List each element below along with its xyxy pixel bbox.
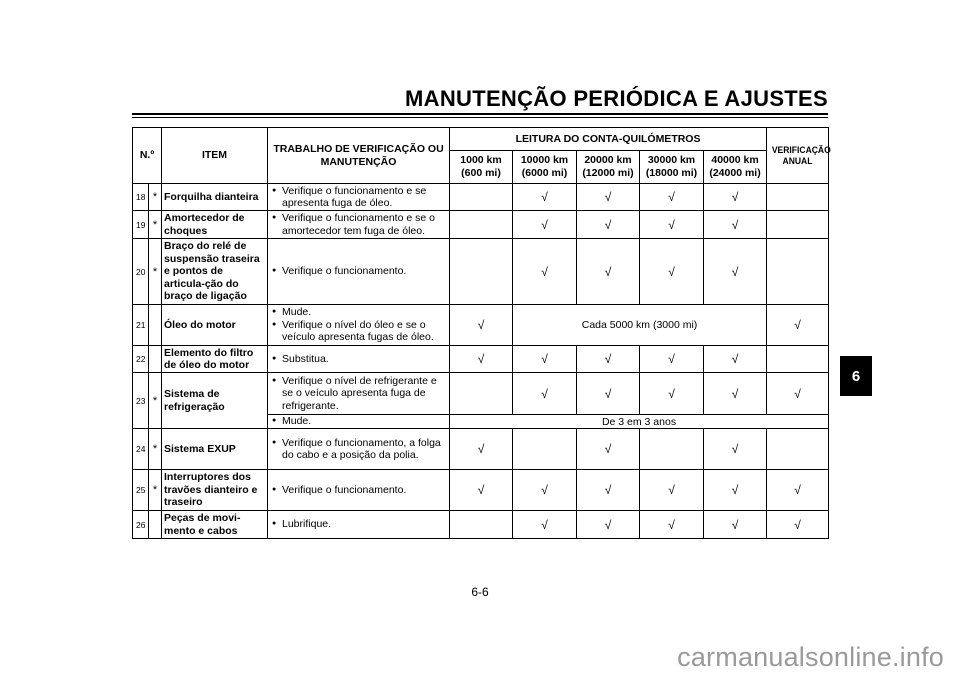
odo-mi: (12000 mi) — [582, 167, 634, 179]
row-asterisk: * — [149, 470, 162, 511]
maintenance-table — [132, 127, 829, 539]
row-number: 23 — [133, 373, 149, 429]
header-work: TRABALHO DE VERIFICAÇÃO OU MANUTENÇÃO — [268, 128, 450, 184]
watermark: carmanualsonline.info — [677, 642, 944, 672]
row-item: Sistema de refrigeração — [162, 373, 268, 429]
check-mark: √ — [513, 373, 577, 415]
table-row — [133, 511, 829, 539]
check-mark: √ — [577, 239, 640, 305]
check-mark: √ — [640, 511, 704, 539]
row-item: Braço do relé de suspensão traseira e pontos de articula-ção do braço de ligação — [162, 239, 268, 305]
work-step: ● Verifique o funcionamento, a folga do cabo e a posição da polia. — [282, 437, 447, 462]
table-row — [133, 470, 829, 511]
row-asterisk: * — [149, 429, 162, 470]
check-mark: √ — [513, 511, 577, 539]
work-step: ● Verifique o funcionamento. — [282, 484, 447, 497]
odo-km: 1000 km — [460, 154, 502, 166]
header-odometer: LEITURA DO CONTA-QUILÓMETROS — [450, 128, 767, 151]
title-rule-thin — [132, 117, 828, 118]
header-item: ITEM — [162, 128, 268, 184]
check-mark: √ — [513, 346, 577, 373]
row-number: 24 — [133, 429, 149, 470]
interval-note: De 3 em 3 anos — [450, 415, 829, 429]
section-tab: 6 — [840, 356, 872, 396]
page-number: 6-6 — [471, 585, 489, 599]
check-mark: √ — [704, 184, 767, 211]
header-annual-label: VERIFICAÇÃO ANUAL — [771, 144, 831, 167]
row-asterisk: * — [149, 239, 162, 305]
odo-mi: (18000 mi) — [645, 167, 698, 179]
row-item: Peças de movi-mento e cabos — [162, 511, 268, 539]
interval-note: Cada 5000 km (3000 mi) — [513, 305, 767, 346]
work-step: ● Lubrifique. — [282, 518, 447, 531]
row-asterisk — [149, 305, 162, 346]
header-odo-5 — [704, 151, 767, 184]
check-mark: √ — [577, 511, 640, 539]
check-mark: √ — [577, 373, 640, 415]
header-no: N.º — [133, 128, 162, 184]
work-step: ● Verifique o funcionamento. — [282, 265, 447, 278]
header-odo-1 — [450, 151, 513, 184]
header-odo-2 — [513, 151, 577, 184]
work-step: ● Mude. — [282, 415, 447, 428]
header-odo-4 — [640, 151, 704, 184]
table-row — [133, 184, 829, 211]
check-mark: √ — [577, 470, 640, 511]
check-mark: √ — [704, 470, 767, 511]
row-number: 22 — [133, 346, 149, 373]
check-mark: √ — [513, 211, 577, 239]
odo-mi: (600 mi) — [461, 167, 501, 179]
work-step: ● Verifique o nível de refrigerante e se o veículo apresenta fuga de refrigerante. — [282, 375, 447, 413]
check-mark: √ — [513, 239, 577, 305]
check-mark: √ — [577, 211, 640, 239]
row-item: Interruptores dos travões dianteiro e traseiro — [162, 470, 268, 511]
odo-km: 20000 km — [584, 154, 632, 166]
check-mark: √ — [450, 346, 513, 373]
check-mark: √ — [640, 470, 704, 511]
check-mark: √ — [640, 373, 704, 415]
row-item: Óleo do motor — [162, 305, 268, 346]
row-number: 21 — [133, 305, 149, 346]
table-row — [133, 239, 829, 305]
check-mark: √ — [767, 373, 829, 415]
row-number: 25 — [133, 470, 149, 511]
row-asterisk: * — [149, 211, 162, 239]
row-asterisk: * — [149, 184, 162, 211]
table-row — [133, 429, 829, 470]
check-mark: √ — [450, 429, 513, 470]
row-number: 18 — [133, 184, 149, 211]
row-asterisk: * — [149, 373, 162, 429]
check-mark: √ — [513, 470, 577, 511]
header-odo-3 — [577, 151, 640, 184]
check-mark: √ — [704, 373, 767, 415]
row-item: Amortecedor de choques — [162, 211, 268, 239]
check-mark: √ — [640, 346, 704, 373]
row-number: 20 — [133, 239, 149, 305]
row-number: 19 — [133, 211, 149, 239]
check-mark: √ — [450, 470, 513, 511]
check-mark: √ — [577, 429, 640, 470]
work-step: ● Verifique o funcionamento e se o amortecedor tem fuga de óleo. — [282, 212, 447, 237]
row-asterisk — [149, 511, 162, 539]
table-row — [133, 305, 829, 346]
odo-mi: (6000 mi) — [521, 167, 568, 179]
work-step: ● Verifique o funcionamento e se apresenta fuga de óleo. — [282, 185, 447, 210]
row-item: Forquilha dianteira — [162, 184, 268, 211]
row-item: Sistema EXUP — [162, 429, 268, 470]
table-row — [133, 373, 829, 415]
work-step: ● Substitua. — [282, 353, 447, 366]
check-mark: √ — [704, 511, 767, 539]
work-step: ● Verifique o nível do óleo e se o veículo apresenta fugas de óleo. — [282, 319, 447, 344]
check-mark: √ — [767, 305, 829, 346]
check-mark: √ — [640, 211, 704, 239]
row-item: Elemento do filtro de óleo do motor — [162, 346, 268, 373]
check-mark: √ — [767, 511, 829, 539]
odo-km: 30000 km — [647, 154, 696, 166]
page-title: MANUTENÇÃO PERIÓDICA E AJUSTES — [405, 86, 828, 111]
odo-mi: (24000 mi) — [709, 167, 761, 179]
header-annual — [767, 128, 829, 184]
check-mark: √ — [450, 305, 513, 346]
check-mark: √ — [640, 239, 704, 305]
row-number: 26 — [133, 511, 149, 539]
check-mark: √ — [577, 184, 640, 211]
check-mark: √ — [513, 184, 577, 211]
title-rule-thick — [132, 113, 828, 115]
work-step: ● Mude. — [282, 306, 447, 319]
odo-km: 10000 km — [520, 154, 569, 166]
odo-km: 40000 km — [711, 154, 759, 166]
check-mark: √ — [577, 346, 640, 373]
check-mark: √ — [640, 184, 704, 211]
check-mark: √ — [704, 346, 767, 373]
table-row — [133, 346, 829, 373]
check-mark: √ — [704, 429, 767, 470]
check-mark: √ — [704, 211, 767, 239]
table-row — [133, 211, 829, 239]
check-mark: √ — [767, 470, 829, 511]
row-asterisk — [149, 346, 162, 373]
check-mark: √ — [704, 239, 767, 305]
